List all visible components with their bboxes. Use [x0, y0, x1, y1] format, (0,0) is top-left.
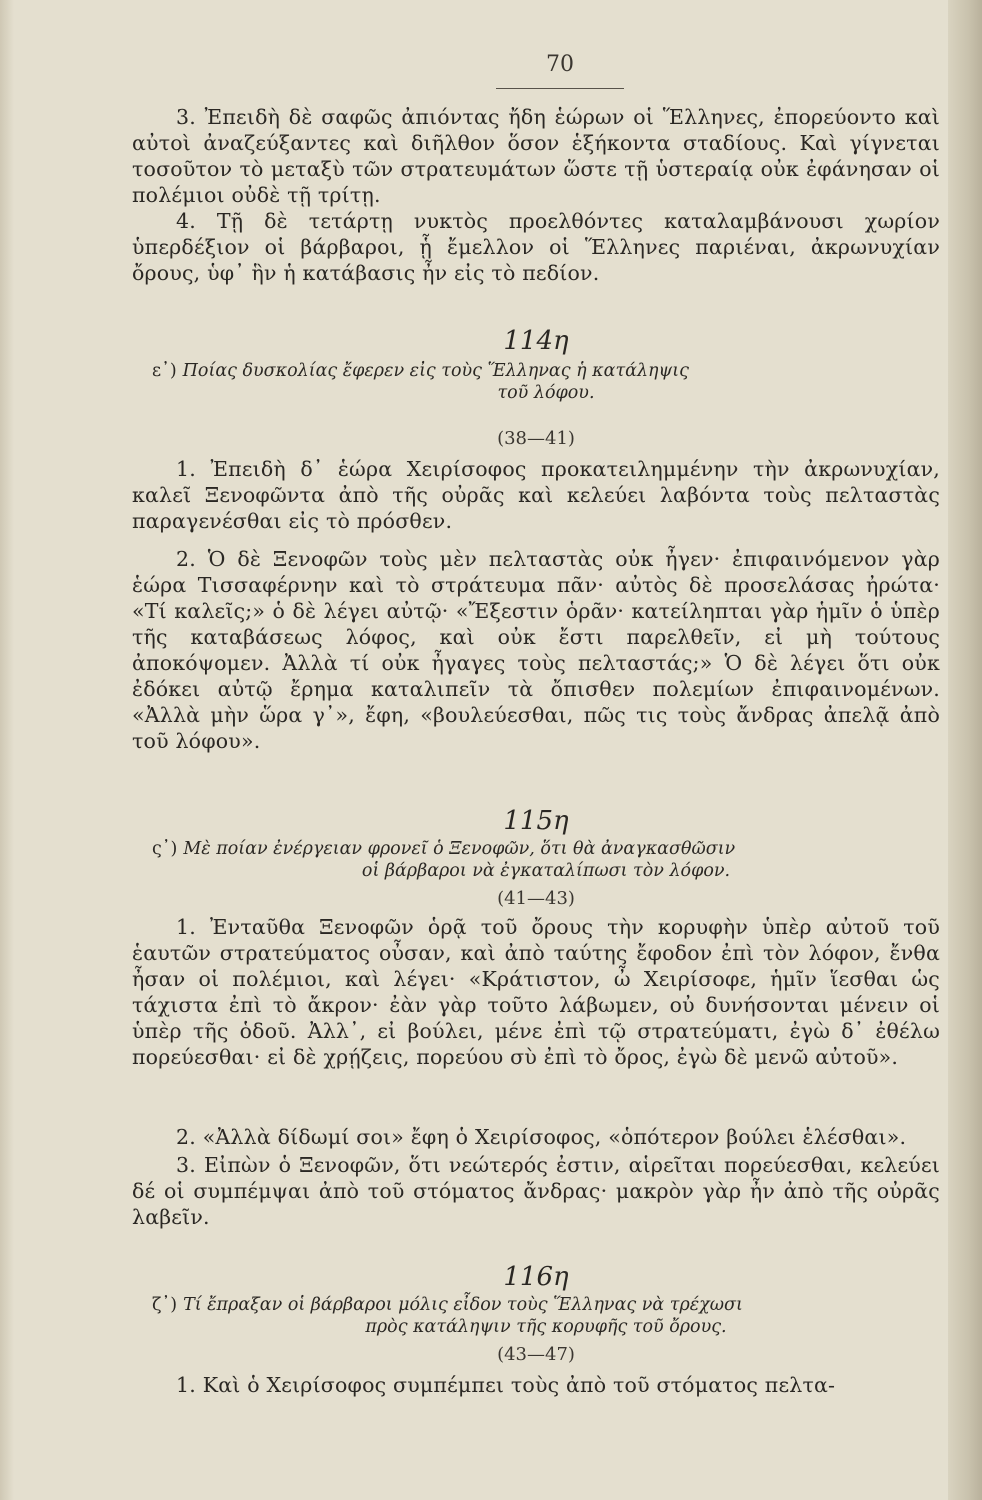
paragraph-text: Ἐπειδὴ δ᾽ ἑώρα Χειρίσοφος προκατειλημμένην τὴν ἀκρωνυχίαν, καλεῖ Ξενοφῶντα ἀπὸ τῆς οὐρᾶς καὶ κελεύει λαβόντα τοὺς πελταστὰς παραγενέσθαι εἰς τὸ πρόσθεν. [132, 457, 940, 533]
line-reference: (41—43) [497, 888, 575, 909]
paragraph-number: 4. [176, 209, 196, 233]
question-mark: ζ᾽) [152, 1295, 178, 1315]
page-number-rule [496, 88, 624, 89]
page-number: 70 [546, 52, 574, 77]
question-text: Ποίας δυσκολίας ἔφερεν εἰς τοὺς Ἕλληνας ἡ κατάληψις [182, 361, 689, 381]
paragraph-number: 1. [176, 915, 196, 939]
paragraph-number: 2. [176, 547, 196, 571]
paragraph-text: Εἰπὼν ὁ Ξενοφῶν, ὅτι νεώτερός ἐστιν, αἱρεῖται πορεύεσθαι, κελεύει δέ οἱ συμπέμψαι ἀπὸ τοῦ στόματος ἄνδρας· μακρὸν γὰρ ἦν ἀπὸ τῆς οὐρᾶς λαβεῖν. [132, 1153, 941, 1229]
section-reference [132, 1344, 940, 1365]
section-question [132, 838, 940, 882]
paragraph-text: Τῇ δὲ τετάρτῃ νυκτὸς προελθόντες καταλαμβάνουσι χωρίον ὑπερδέξιον οἱ βάρβαροι, ᾗ ἔμελλον οἱ Ἕλληνες παριέναι, ἀκρωνυχίαν ὄρους, ὑφ᾽ ἣν ἡ κατάβασις ἦν εἰς τὸ πεδίον. [132, 209, 940, 285]
paragraph [132, 546, 940, 754]
paragraph [132, 104, 940, 208]
question-continuation: οἱ βάρβαροι νὰ ἐγκαταλίπωσι τὸν λόφον. [361, 861, 731, 881]
paragraph [132, 456, 940, 534]
paragraph-number: 2. [176, 1125, 196, 1149]
question-text: Τί ἔπραξαν οἱ βάρβαροι μόλις εἶδον τοὺς Ἕλληνας νὰ τρέχωσι [183, 1295, 743, 1315]
paragraph-number: 3. [176, 105, 196, 129]
paragraph-text: Καὶ ὁ Χειρίσοφος συμπέμπει τοὺς ἀπὸ τοῦ στόματος πελτα- [202, 1373, 836, 1397]
section-title: 115η [503, 806, 569, 836]
paragraph-number: 3. [176, 1153, 196, 1177]
page-edge [948, 0, 982, 1500]
paragraph-text: Ἐπειδὴ δὲ σαφῶς ἀπιόντας ἤδη ἑώρων οἱ Ἕλληνες, ἐπορεύοντο καὶ αὐτοὶ ἀναζεύξαντες καὶ διῆλθον ὅσον ἑξήκοντα σταδίους. Καὶ γίγνεται τοσοῦτον τὸ μεταξὺ τῶν στρατευμάτων ὥστε τῇ ὑστεραίᾳ οὐκ ἐφάνησαν οἱ πολέμιοι οὐδὲ τῇ τρίτῃ. [132, 105, 941, 207]
paragraph [132, 1152, 940, 1230]
question-mark: ε᾽) [152, 361, 177, 381]
question-continuation: τοῦ λόφου. [497, 383, 595, 403]
paragraph-number: 1. [176, 1373, 196, 1397]
section-heading [132, 326, 940, 356]
paragraph-text: «Ἀλλὰ δίδωμί σοι» ἔφη ὁ Χειρίσοφος, «ὁπότερον βούλει ἑλέσθαι». [202, 1125, 907, 1149]
section-reference [132, 888, 940, 909]
section-question [132, 360, 940, 404]
paragraph [132, 1124, 940, 1150]
question-text: Μὲ ποίαν ἐνέργειαν φρονεῖ ὁ Ξενοφῶν, ὅτι θὰ ἀναγκασθῶσιν [183, 839, 736, 859]
section-question [132, 1294, 940, 1338]
paragraph-number: 1. [176, 457, 196, 481]
line-reference: (43—47) [497, 1344, 575, 1365]
paragraph-text: Ἐνταῦθα Ξενοφῶν ὁρᾷ τοῦ ὄρους τὴν κορυφὴν ὑπὲρ αὐτοῦ τοῦ ἑαυτῶν στρατεύματος οὖσαν, καὶ ἀπὸ ταύτης ἔφοδον ἐπὶ τὸν λόφον, ἔνθα ἦσαν οἱ πολέμιοι, καὶ λέγει· «Κράτιστον, ὦ Χειρίσοφε, ἡμῖν ἵεσθαι ὡς τάχιστα ἐπὶ τὸ ἄκρον· ἐὰν γὰρ τοῦτο λάβωμεν, οὐ δυνήσονται μένειν οἱ ὑπὲρ τῆς ὁδοῦ. Ἀλλ᾽, εἰ βούλει, μένε ἐπὶ τῷ στρατεύματι, ἐγὼ δ᾽ ἐθέλω πορεύεσθαι· εἰ δὲ χρῄζεις, πορεύου σὺ ἐπὶ τὸ ὄρος, ἐγὼ δὲ μενῶ αὐτοῦ». [132, 915, 940, 1069]
section-heading [132, 806, 940, 836]
paragraph-text: Ὁ δὲ Ξενοφῶν τοὺς μὲν πελταστὰς οὐκ ἦγεν· ἐπιφαινόμενον γὰρ ἑώρα Τισσαφέρνην καὶ τὸ στράτευμα πᾶν· αὐτὸς δὲ προσελάσας ἠρώτα· «Τί καλεῖς;» ὁ δὲ λέγει αὐτῷ· «Ἔξεστιν ὁρᾶν· κατείληπται γὰρ ἡμῖν ὁ ὑπὲρ τῆς καταβάσεως λόφος, καὶ οὐκ ἔστι παρελθεῖν, εἰ μὴ τούτους ἀποκόψομεν. Ἀλλὰ τί οὐκ ἦγαγες τοὺς πελταστάς;» Ὁ δὲ λέγει ὅτι οὐκ ἐδόκει αὐτῷ ἔρημα καταλιπεῖν τὰ ὄπισθεν πολεμίων ἐπιφαινομένων. «Ἀλλὰ μὴν ὥρα γ᾽», ἔφη, «βουλεύεσθαι, πῶς τις τοὺς ἄνδρας ἀπελᾷ ἀπὸ τοῦ λόφου». [132, 547, 941, 753]
question-mark: ς᾽) [152, 839, 178, 859]
section-reference [132, 428, 940, 449]
paragraph [132, 208, 940, 286]
section-title: 116η [503, 1262, 569, 1292]
paragraph [132, 1372, 940, 1398]
line-reference: (38—41) [497, 428, 575, 449]
section-title: 114η [503, 326, 569, 356]
question-continuation: πρὸς κατάληψιν τῆς κορυφῆς τοῦ ὄρους. [365, 1317, 727, 1337]
section-heading [132, 1262, 940, 1292]
page-gutter [0, 0, 14, 1500]
paragraph [132, 914, 940, 1070]
